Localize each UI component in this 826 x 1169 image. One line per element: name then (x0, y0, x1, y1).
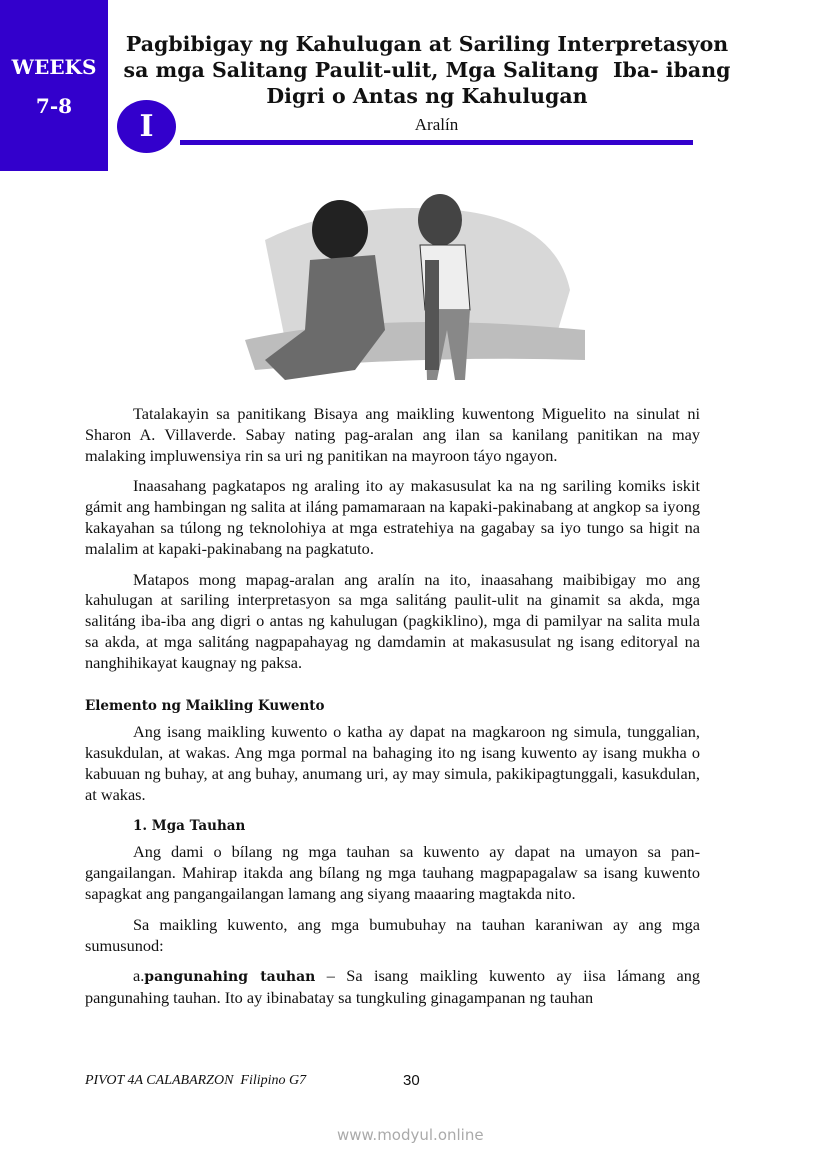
intro-text (85, 404, 700, 1019)
boy-head (312, 200, 368, 260)
lesson-title (118, 31, 736, 109)
weeks-range: 7-8 (35, 94, 73, 118)
paragraph: Ang isang maikling kuwento o katha ay dapat na magkaroon ng simula, tunggalian, kasukdulan, at wakas. Ang mga pormal na bahaging ito ng isang kuwento ay isang mukha o kabuuan ng buhay, at ang buhay, anumang uri, ay may simula, pakikipagtunggali, kasukdulan, at wakas. (85, 722, 700, 804)
watermark: www.modyul.online (337, 1126, 484, 1144)
section-letter-badge: I (117, 100, 176, 153)
section-label: Aralín (414, 115, 459, 134)
item-text: – Sa isang maikling kuwento ay iisa lámang ang pangunahing tauhan. Ito ay ibinabatay sa tungkuling ginagampanan ng tauhan (85, 966, 700, 1008)
title-line: sa mga Salitang Paulit-ulit, Mga Salitang Iba- ibang (123, 58, 731, 82)
title-line: Digri o Antas ng Kahulugan (266, 84, 588, 108)
paragraph: Inaasahang pagkatapos ng araling ito ay makasusulat ka na ng sariling komiks iskit gámit ang hambingan ng salita at iláng pamamaraan na kapaki-pakinabang at angkop sa iyong kakayahan sa túlong ng teknolohiya at mga estratehiya na gagabay sa iyo tungo sa higit na malalim at kapaki-pakinabang na pagkatuto. (85, 476, 700, 558)
section-heading: Elemento ng Maikling Kuwento (85, 697, 325, 714)
story-illustration (225, 180, 595, 400)
paragraph: Matapos mong mapag-aralan ang aralín na ito, inaasahang maibibigay mo ang kahulugan at sariling interpretasyon sa mga salitáng paulit-ulit na ginamit sa akda, mga salitáng iba-iba ang digri o antas ng kahulugan (pagkiklino), mga di pamilyar na salita mula sa akda, at mga salitáng nagpapahayag ng damdamin at makasusulat ng isang editoryal na nanghihikayat kaugnay ng paksa. (85, 569, 700, 672)
item-term: pangunahing tauhan (144, 969, 316, 986)
paragraph: Ang dami o bílang ng mga tauhan sa kuwento ay dapat na umayon sa pan-gangailangan. Mahirap itakda ang bílang ng mga tauhang magpapagalaw sa isang kuwento sapagkat ang pangangailangan lamang ang siyang maaaring magtakda nito. (85, 842, 700, 903)
page-number: 30 (403, 1072, 420, 1089)
title-line: Pagbibigay ng Kahulugan at Sariling Interpretasyon (125, 32, 729, 56)
footer-source: PIVOT 4A CALABARZON Filipino G7 (85, 1073, 307, 1088)
list-item (85, 966, 700, 1009)
child-head (418, 194, 462, 246)
weeks-badge (0, 0, 108, 171)
rifle (425, 260, 439, 370)
item-prefix: a. (133, 966, 145, 986)
section-divider (180, 140, 693, 145)
paragraph: Tatalakayin sa panitikang Bisaya ang maikling kuwentong Miguelito na sinulat ni Sharon A. Villaverde. Sabay nating pag-aralan ang ilan sa kanilang panitikan na may malaking impluwensiya rin sa uri ng panitikan na mayroon táyo ngayon. (85, 404, 700, 465)
subheading: 1. Mga Tauhan (133, 817, 246, 834)
weeks-label: WEEKS (11, 55, 97, 79)
paragraph: Sa maikling kuwento, ang mga bumubuhay na tauhan karaniwan ay ang mga sumusunod: (85, 914, 700, 955)
